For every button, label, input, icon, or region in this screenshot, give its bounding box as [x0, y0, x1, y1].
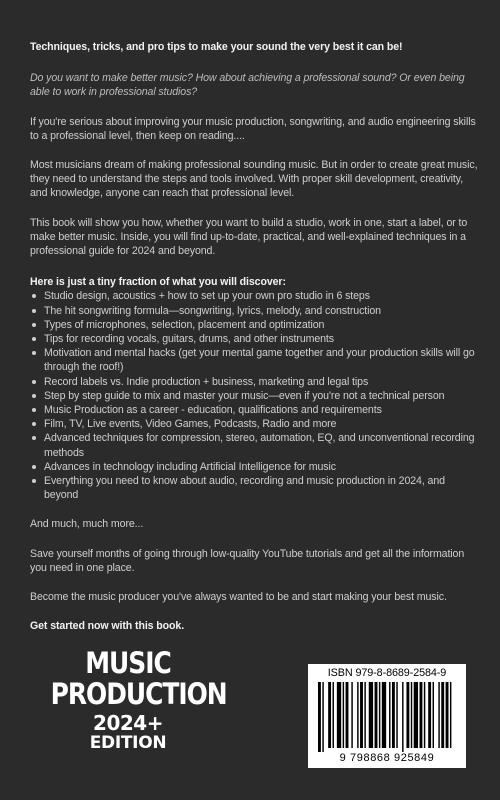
blurb-headline: Techniques, tricks, and pro tips to make your sound the very best it can be! [30, 41, 403, 53]
feature-list-item: Advanced techniques for compression, stereo, automation, EQ, and unconventional recording methods [30, 431, 478, 459]
barcode-bar [414, 682, 418, 748]
barcode-bar [333, 682, 334, 748]
barcode-bar [318, 682, 321, 752]
feature-list-item: Studio design, acoustics + how to set up your own pro studio in 6 steps [30, 289, 478, 303]
barcode-bar [396, 682, 397, 748]
feature-list-title: Here is just a tiny fraction of what you will discover: [30, 276, 286, 289]
isbn-label: ISBN 979-8-8689-2584-9 [327, 667, 447, 679]
feature-list-item: Motivation and mental hacks (get your mental game together and your production skills will go through the roof!) [30, 346, 478, 374]
barcode-bar [360, 682, 363, 748]
barcode-bar [364, 682, 365, 748]
book-title-logo [38, 646, 227, 753]
blurb-paragraph-5: Save yourself months of going through low-quality YouTube tutorials and get all the information you need in one place. [30, 547, 465, 574]
barcode-bar [446, 682, 449, 748]
ean-number: 9 798868 925849 [339, 752, 435, 764]
barcode-bar [424, 682, 425, 748]
barcode-bar [433, 682, 434, 748]
barcode-bar [411, 682, 412, 748]
blurb-paragraph-1: If you're serious about improving your music production, songwriting, and audio engineering skills to a professional level, then keep on reading.... [30, 115, 476, 142]
blurb-paragraph-2: Most musicians dream of making professional sounding music. But in order to create great music, they need to understand the steps and tools involved. With proper skill development, creativity, and knowledge, anyone can reach that professional level. [30, 159, 478, 200]
feature-list-item: Everything you need to know about audio, recording and music production in 2024, and beyond [30, 474, 478, 502]
barcode-box [308, 664, 466, 768]
barcode-bar [406, 682, 409, 748]
barcode-bar [375, 682, 378, 748]
barcode-bar [389, 682, 390, 748]
title-line-edition: EDITION [89, 733, 167, 753]
barcode-bar [441, 682, 444, 748]
barcode-bar [351, 682, 352, 748]
barcode-bar [379, 682, 380, 748]
feature-list-item: Tips for recording vocals, guitars, drums, and other instruments [30, 332, 478, 346]
barcode-bar [343, 682, 344, 748]
barcode-bar [450, 682, 451, 748]
barcode-bar [382, 682, 386, 748]
feature-list-item: Step by step guide to mix and master your music—even if you're not a technical person [30, 389, 478, 403]
feature-list-item: Film, TV, Live events, Video Games, Podcasts, Radio and more [30, 417, 478, 431]
barcode-bar [369, 682, 373, 748]
title-line-year: 2024+ [93, 711, 163, 735]
title-line-production: PRODUCTION [50, 677, 227, 711]
barcode-bar [357, 682, 358, 748]
blurb-paragraph-6: Become the music producer you've always wanted to be and start making your best music. [30, 591, 447, 604]
barcode-bar [392, 682, 395, 748]
blurb-content [30, 40, 478, 634]
barcode-image [318, 682, 456, 752]
barcode-bar [337, 682, 341, 748]
barcode-bar [420, 682, 423, 748]
barcode-bar [428, 682, 431, 748]
title-line-music: MUSIC [85, 646, 171, 680]
blurb-paragraph-4: And much, much more... [30, 518, 144, 531]
call-to-action: Get started now with this book. [30, 620, 185, 633]
feature-list [30, 289, 478, 502]
blurb-intro-question: Do you want to make better music? How about achieving a professional sound? Or even being able to work in professional studios? [30, 72, 465, 99]
barcode-bar [346, 682, 349, 748]
barcode-bar [438, 682, 439, 748]
feature-list-item: Music Production as a career - education, qualifications and requirements [30, 403, 478, 417]
feature-list-item: The hit songwriting formula—songwriting, lyrics, melody, and construction [30, 304, 478, 318]
feature-list-item: Types of microphones, selection, placement and optimization [30, 318, 478, 332]
feature-list-item: Advances in technology including Artificial Intelligence for music [30, 460, 478, 474]
barcode-bar [322, 682, 323, 752]
feature-list-item: Record labels vs. Indie production + business, marketing and legal tips [30, 375, 478, 389]
barcode-bar [328, 682, 331, 748]
barcode-bar [402, 682, 403, 752]
blurb-paragraph-3: This book will show you how, whether you want to build a studio, work in one, start a label, or to make better music. Inside, you will find up-to-date, practical, and well-explained techniques in a professional guide for 2024 and beyond. [30, 216, 468, 258]
